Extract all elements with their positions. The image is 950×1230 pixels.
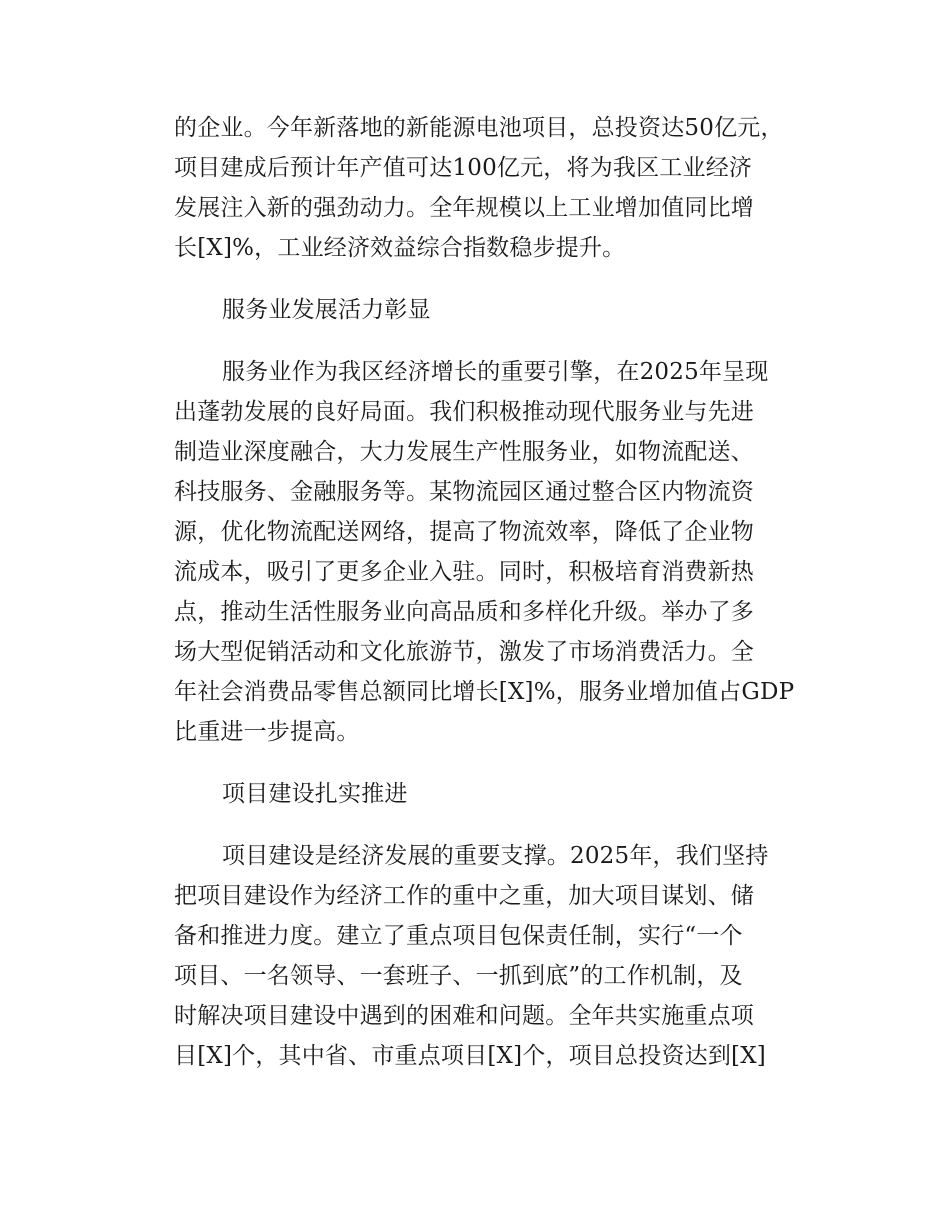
paragraph-1-line-3: 发展注入新的强劲动力。全年规模以上工业增加值同比增	[174, 195, 754, 221]
paragraph-3-line-1: 项目建设是经济发展的重要支撑。2025年，我们坚持	[222, 843, 769, 869]
section-heading-projects: 项目建设扎实推进	[222, 781, 408, 807]
paragraph-3-line-6: 目[X]个，其中省、市重点项目[X]个，项目总投资达到[X]	[174, 1043, 766, 1069]
paragraph-2-line-9: 年社会消费品零售总额同比增长[X]%，服务业增加值占GDP	[174, 679, 795, 705]
paragraph-2-line-3: 制造业深度融合，大力发展生产性服务业，如物流配送、	[174, 439, 754, 465]
paragraph-3-line-3: 备和推进力度。建立了重点项目包保责任制，实行“一个	[174, 923, 743, 949]
paragraph-2-line-1: 服务业作为我区经济增长的重要引擎，在2025年呈现	[222, 359, 769, 385]
paragraph-3-line-4: 项目、一名领导、一套班子、一抓到底”的工作机制，及	[174, 963, 743, 989]
paragraph-2-line-5: 源，优化物流配送网络，提高了物流效率，降低了企业物	[174, 519, 754, 545]
paragraph-3-line-2: 把项目建设作为经济工作的重中之重，加大项目谋划、储	[174, 883, 754, 909]
paragraph-2-line-10: 比重进一步提高。	[174, 719, 360, 745]
paragraph-3-line-5: 时解决项目建设中遇到的困难和问题。全年共实施重点项	[174, 1003, 754, 1029]
paragraph-1-line-2: 项目建成后预计年产值可达100亿元，将为我区工业经济	[174, 155, 753, 181]
paragraph-1-line-4: 长[X]%，工业经济效益综合指数稳步提升。	[174, 235, 626, 261]
paragraph-2-line-7: 点，推动生活性服务业向高品质和多样化升级。举办了多	[174, 599, 754, 625]
paragraph-2-line-4: 科技服务、金融服务等。某物流园区通过整合区内物流资	[174, 479, 754, 505]
paragraph-2-line-6: 流成本，吸引了更多企业入驻。同时，积极培育消费新热	[174, 559, 754, 585]
section-heading-services: 服务业发展活力彰显	[222, 297, 431, 323]
paragraph-2-line-8: 场大型促销活动和文化旅游节，激发了市场消费活力。全	[174, 639, 754, 665]
paragraph-2-line-2: 出蓬勃发展的良好局面。我们积极推动现代服务业与先进	[174, 399, 754, 425]
paragraph-1-line-1: 的企业。今年新落地的新能源电池项目，总投资达50亿元，	[174, 115, 784, 141]
